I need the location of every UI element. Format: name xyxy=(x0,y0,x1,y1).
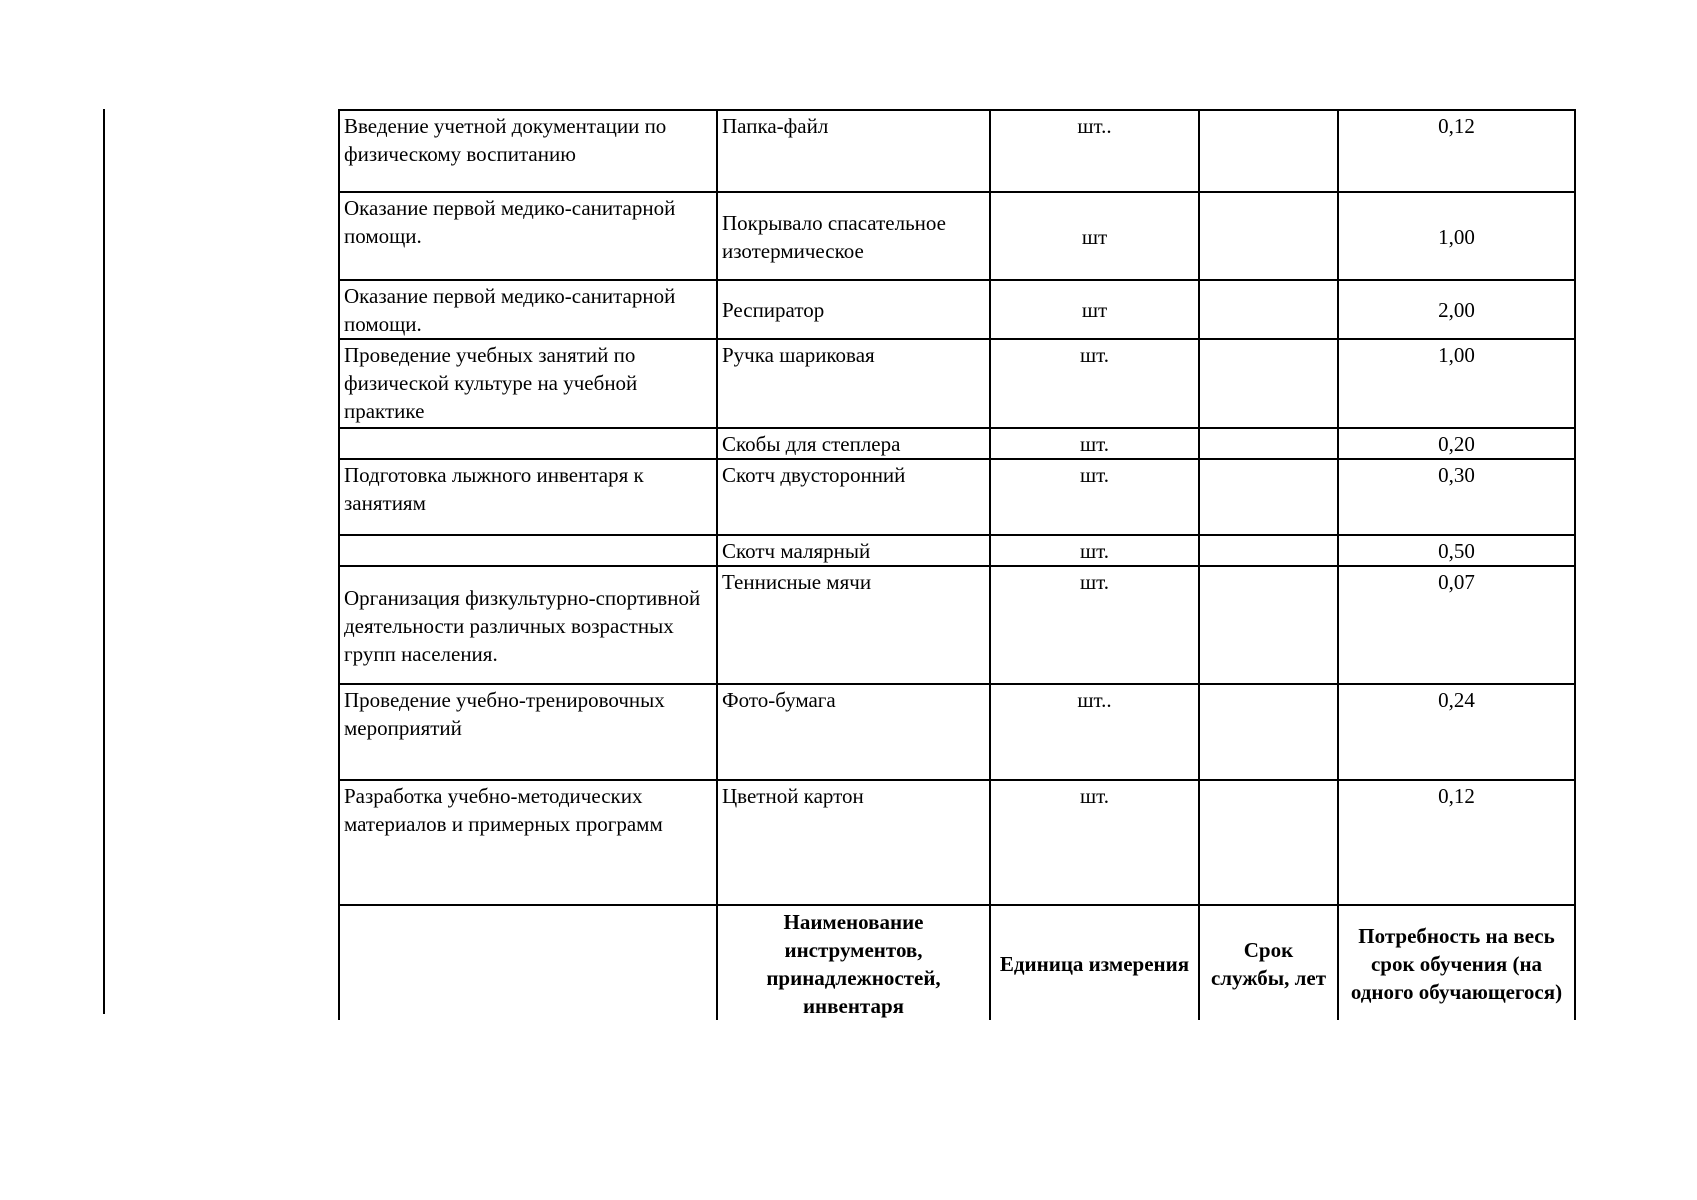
unit-cell: шт xyxy=(990,192,1199,280)
unit-cell: шт. xyxy=(990,339,1199,428)
need-cell: 2,00 xyxy=(1338,280,1575,339)
header-service-life: Срок службы, лет xyxy=(1199,905,1338,1020)
item-cell: Цветной картон xyxy=(717,780,990,905)
equipment-table xyxy=(338,109,1576,1020)
table-row xyxy=(339,339,1575,428)
unit-cell: шт.. xyxy=(990,684,1199,780)
table-row xyxy=(339,459,1575,535)
activity-cell: Проведение учебно-тренировочных мероприятий xyxy=(339,684,717,780)
service-life-cell xyxy=(1199,428,1338,459)
service-life-cell xyxy=(1199,780,1338,905)
left-margin-rule xyxy=(103,109,105,1014)
item-cell: Ручка шариковая xyxy=(717,339,990,428)
unit-cell: шт. xyxy=(990,780,1199,905)
need-cell: 0,20 xyxy=(1338,428,1575,459)
item-cell: Скотч двусторонний xyxy=(717,459,990,535)
unit-cell: шт. xyxy=(990,428,1199,459)
header-need: Потребность на весь срок обучения (на одного обучающегося) xyxy=(1338,905,1575,1020)
unit-cell: шт. xyxy=(990,566,1199,684)
header-unit: Единица измерения xyxy=(990,905,1199,1020)
unit-cell: шт. xyxy=(990,459,1199,535)
activity-cell xyxy=(339,428,717,459)
item-cell: Фото-бумага xyxy=(717,684,990,780)
activity-cell: Проведение учебных занятий по физической культуре на учебной практике xyxy=(339,339,717,428)
item-cell: Скотч малярный xyxy=(717,535,990,566)
activity-cell xyxy=(339,535,717,566)
item-cell: Скобы для степлера xyxy=(717,428,990,459)
need-cell: 0,12 xyxy=(1338,780,1575,905)
activity-cell: Подготовка лыжного инвентаря к занятиям xyxy=(339,459,717,535)
service-life-cell xyxy=(1199,280,1338,339)
need-cell: 0,07 xyxy=(1338,566,1575,684)
service-life-cell xyxy=(1199,566,1338,684)
table-row xyxy=(339,110,1575,192)
need-cell: 1,00 xyxy=(1338,192,1575,280)
table-row xyxy=(339,684,1575,780)
need-cell: 0,24 xyxy=(1338,684,1575,780)
service-life-cell xyxy=(1199,684,1338,780)
activity-cell: Оказание первой медико-санитарной помощи. xyxy=(339,192,717,280)
service-life-cell xyxy=(1199,192,1338,280)
item-cell: Покрывало спасательное изотермическое xyxy=(717,192,990,280)
activity-cell: Оказание первой медико-санитарной помощи. xyxy=(339,280,717,339)
need-cell: 1,00 xyxy=(1338,339,1575,428)
header-item-name: Наименование инструментов, принадлежностей, инвентаря xyxy=(717,905,990,1020)
table-row xyxy=(339,428,1575,459)
item-cell: Теннисные мячи xyxy=(717,566,990,684)
need-cell: 0,50 xyxy=(1338,535,1575,566)
unit-cell: шт.. xyxy=(990,110,1199,192)
header-activity xyxy=(339,905,717,1020)
activity-cell: Разработка учебно-методических материалов и примерных программ xyxy=(339,780,717,905)
unit-cell: шт xyxy=(990,280,1199,339)
table-row xyxy=(339,780,1575,905)
need-cell: 0,12 xyxy=(1338,110,1575,192)
table-row xyxy=(339,566,1575,684)
service-life-cell xyxy=(1199,339,1338,428)
service-life-cell xyxy=(1199,535,1338,566)
item-cell: Папка-файл xyxy=(717,110,990,192)
service-life-cell xyxy=(1199,110,1338,192)
need-cell: 0,30 xyxy=(1338,459,1575,535)
item-cell: Респиратор xyxy=(717,280,990,339)
unit-cell: шт. xyxy=(990,535,1199,566)
table-row xyxy=(339,192,1575,280)
column-header-row xyxy=(339,905,1575,1020)
service-life-cell xyxy=(1199,459,1338,535)
activity-cell: Организация физкультурно-спортивной деятельности различных возрастных групп населения. xyxy=(339,566,717,684)
table-row xyxy=(339,535,1575,566)
activity-cell: Введение учетной документации по физическому воспитанию xyxy=(339,110,717,192)
table-row xyxy=(339,280,1575,339)
